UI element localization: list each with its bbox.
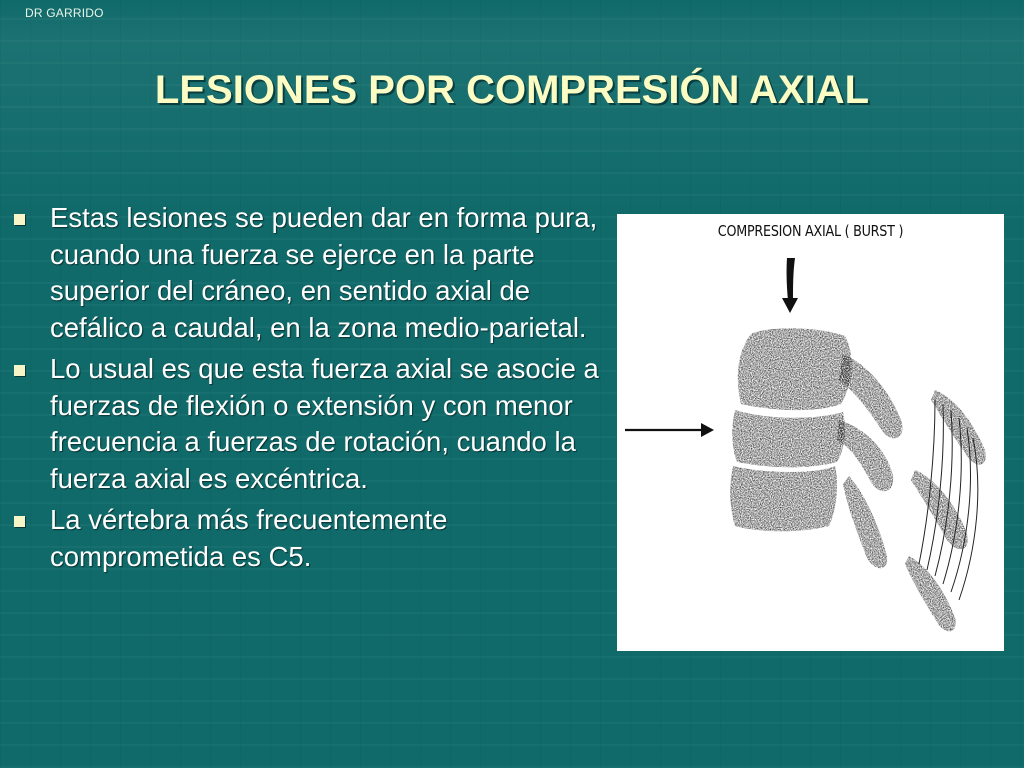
right-arrow-icon [625,423,714,437]
vertebral-bodies [730,328,851,531]
bullet-text: Estas lesiones se pueden dar en forma pura, cuando una fuerza se ejerce en la parte superior del cráneo, en sentido axial de cefálico a caudal, en la zona medio-parietal. [50,202,598,343]
bullet-item [14,200,604,346]
bullet-item [14,502,604,575]
vertebrae-drawing [617,214,1004,651]
slide-title: LESIONES POR COMPRESIÓN AXIAL [154,68,870,112]
bullet-text: Lo usual es que esta fuerza axial se asocie a fuerzas de flexión o extensión y con menor frecuencia a fuerzas de rotación, cuando la fuerza axial es excéntrica. [50,353,599,494]
square-bullet-icon [14,214,25,225]
posterior-elements [837,354,986,631]
bullet-list [14,200,604,580]
square-bullet-icon [14,365,25,376]
bullet-text: La vértebra más frecuentemente comprometida es C5. [50,504,448,572]
spine-illustration [617,214,1004,651]
author-label: DR GARRIDO [25,6,104,20]
bullet-item [14,351,604,497]
figure-caption: COMPRESION AXIAL ( BURST ) [717,222,904,240]
square-bullet-icon [14,516,25,527]
down-arrow-icon [782,258,798,313]
